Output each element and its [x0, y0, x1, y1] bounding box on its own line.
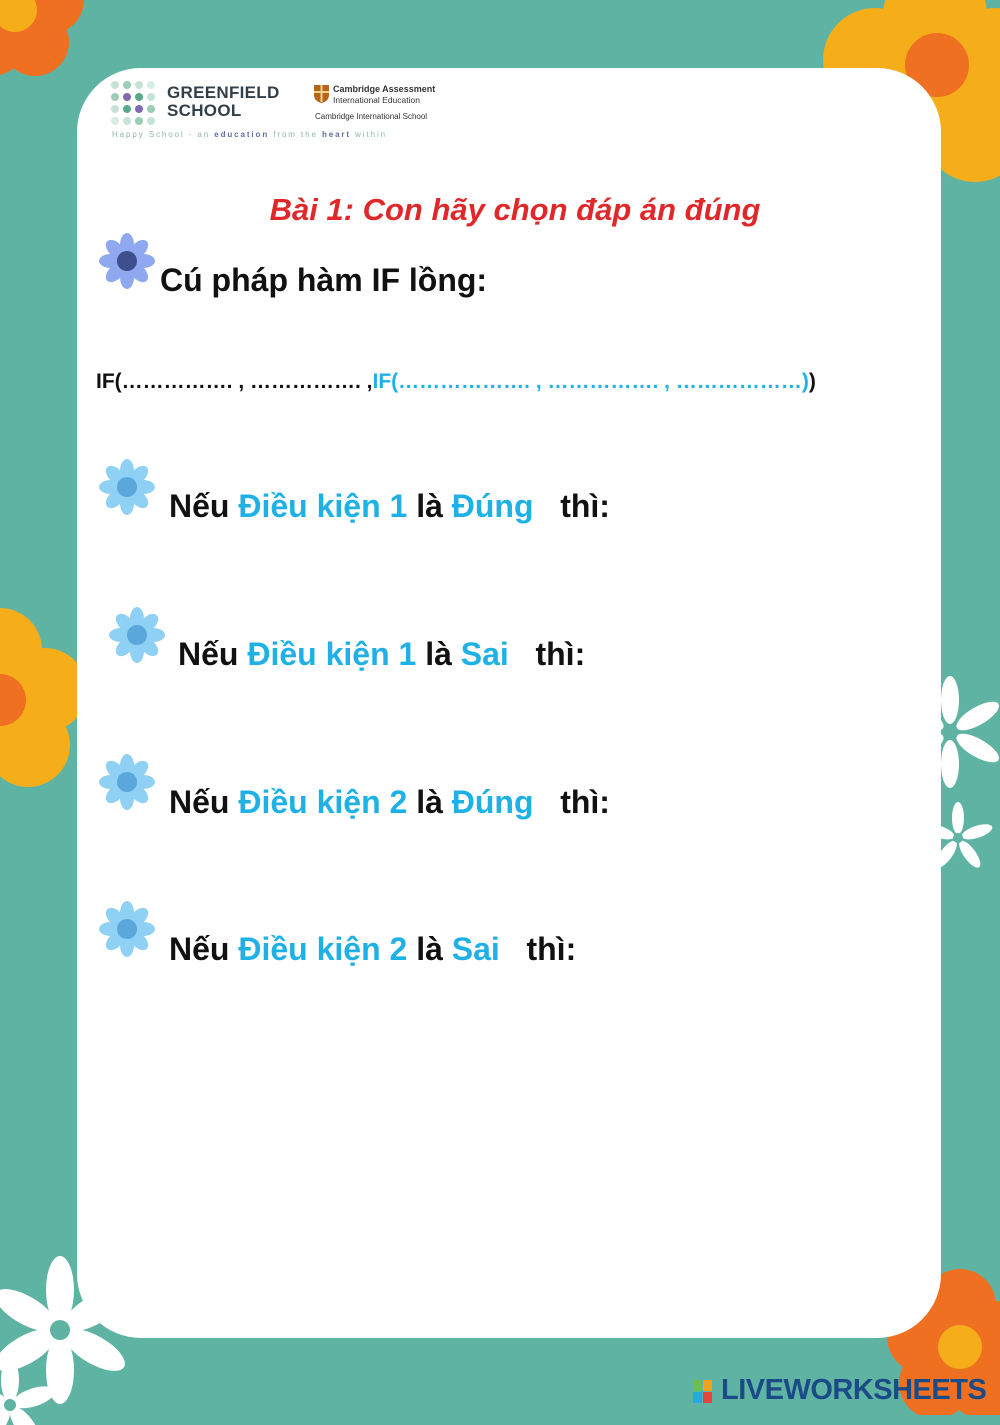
flower-bullet-icon — [98, 900, 156, 958]
truth-value: Sai — [451, 931, 500, 967]
liveworksheets-brand[interactable] — [693, 1375, 993, 1409]
neu-label: Nếu — [169, 488, 230, 524]
condition-label: Điều kiện 1 — [238, 488, 408, 524]
condition-line-4 — [169, 931, 576, 968]
condition-line-2 — [178, 636, 585, 673]
orange-flower-top-left — [0, 0, 90, 80]
formula-inner: IF(………………. , ……………. , ………………) — [372, 370, 809, 393]
cambridge-line1: Cambridge Assessment — [333, 84, 436, 94]
formula-outer: IF(……………. , ……………. , — [96, 370, 373, 393]
tagline-part-a: Happy School - an — [112, 130, 215, 139]
tagline-part-c: from the — [269, 130, 322, 139]
la-label: là — [416, 784, 443, 820]
flower-bullet-icon — [98, 753, 156, 811]
liveworksheets-text: LIVEWORKSHEETS — [721, 1374, 987, 1406]
tagline-part-d: heart — [321, 130, 351, 139]
truth-value: Đúng — [451, 488, 534, 524]
la-label: là — [416, 931, 443, 967]
school-name — [167, 84, 280, 120]
thi-label: thì: — [560, 488, 610, 524]
flower-bullet-icon — [108, 606, 166, 664]
school-tagline — [112, 130, 387, 139]
cambridge-line3: Cambridge International School — [315, 112, 428, 121]
tagline-part-e: within — [351, 130, 387, 139]
condition-line-1 — [169, 488, 610, 525]
school-name-line2: SCHOOL — [167, 101, 242, 120]
condition-line-3 — [169, 784, 610, 821]
neu-label: Nếu — [178, 636, 239, 672]
cambridge-shield-icon — [314, 85, 329, 103]
liveworksheets-logo-icon — [693, 1380, 713, 1404]
exercise-title: Bài 1: Con hãy chọn đáp án đúng — [269, 192, 761, 227]
truth-value: Đúng — [451, 784, 534, 820]
neu-label: Nếu — [169, 931, 230, 967]
neu-label: Nếu — [169, 784, 230, 820]
school-header — [110, 78, 440, 142]
school-name-line1: GREENFIELD — [167, 83, 280, 102]
greenfield-logo-icon — [110, 80, 160, 130]
thi-label: thì: — [535, 636, 586, 672]
flower-bullet-icon — [98, 232, 156, 290]
truth-value: Sai — [460, 636, 509, 672]
nested-if-formula — [96, 370, 816, 394]
condition-label: Điều kiện 2 — [238, 784, 408, 820]
flower-bullet-icon — [98, 458, 156, 516]
condition-label: Điều kiện 2 — [238, 931, 408, 967]
thi-label: thì: — [526, 931, 577, 967]
worksheet-card — [77, 68, 941, 1338]
yellow-flower-left — [0, 605, 80, 795]
thi-label: thì: — [560, 784, 610, 820]
cambridge-line2: International Education — [333, 95, 420, 105]
la-label: là — [416, 488, 443, 524]
formula-close: ) — [808, 370, 816, 393]
condition-label: Điều kiện 1 — [247, 636, 417, 672]
syntax-heading: Cú pháp hàm IF lồng: — [160, 262, 488, 298]
la-label: là — [425, 636, 452, 672]
tagline-part-b: education — [214, 130, 270, 139]
